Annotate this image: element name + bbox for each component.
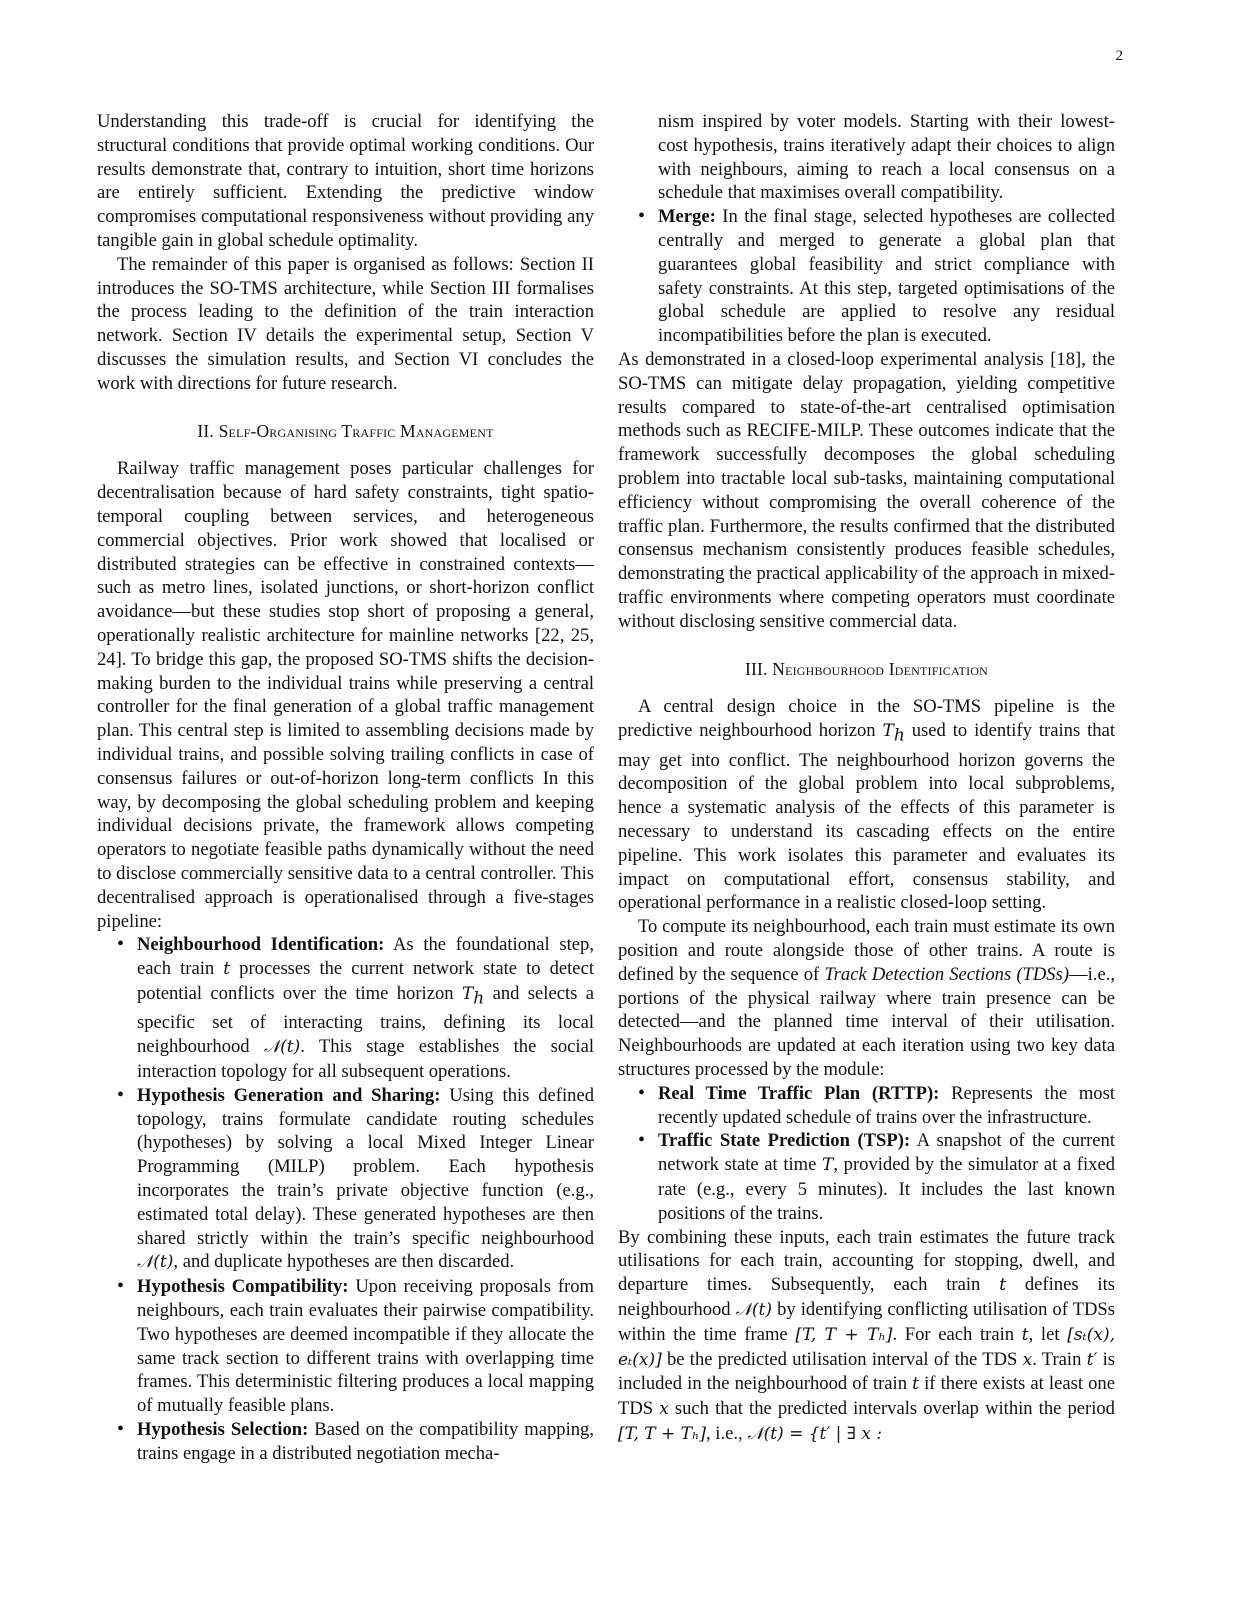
paragraph-design-choice: A central design choice in the SO-TMS pipeline is the predictive neighbourhood horizon $T_h$ used to identify trains that may get into conflict. The neighbourhood horizon governs the decomposition of the global problem into local subproblems, hence a systematic analysis of the effects of this parameter is necessary to understand its cascading effects on the entire pipeline. This work isolates this parameter and evaluates its impact on computational effort, consensus stability, and operational performance in a realistic closed-loop setting. [618, 696, 1115, 914]
left-column [97, 110, 594, 1466]
list-item-hypothesis-selection-continued: nism inspired by voter models. Starting with their lowest-cost hypothesis, trains iteratively adapt their choices to align with neighbours, aiming to reach a local consensus on a schedule that maximises overall compatibility. [658, 111, 1115, 204]
page-number: 2 [1115, 48, 1123, 64]
paragraph-organisation: The remainder of this paper is organised as follows: Section II introduces the SO-TMS architecture, while Section III formalises the process leading to the definition of the train interaction network. Section IV details the experimental setup, Section V discusses the simulation results, and Section VI concludes the work with directions for future research. [97, 253, 594, 394]
pipeline-stage-list-continued [618, 110, 1115, 348]
list-item-rttp: • Real Time Traffic Plan (RTTP): Represents the most recently updated schedule of trains over the infrastructure. [658, 1082, 1115, 1130]
list-item-neighbourhood-identification: • Neighbourhood Identification: As the foundational step, each train t processes the current network state to detect potential conflicts over the time horizon $T_h$ and selects a specific set of interacting trains, defining its local neighbourhood 𝒩(t). This stage establishes the social interaction topology for all subsequent operations. [137, 933, 594, 1084]
section-3-title: III. Neighbourhood Identification [745, 658, 988, 679]
right-column [618, 110, 1115, 1447]
data-structure-list [618, 1082, 1115, 1226]
paragraph-compute-neighbourhood: To compute its neighbourhood, each train must estimate its own position and route alongside those of other trains. A route is defined by the sequence of Track Detection Sections (TDSs)—i.e., portions of the physical railway where train presence can be detected—and the planned time interval of their utilisation. Neighbourhoods are updated at each iteration using two key data structures processed by the module: [618, 916, 1116, 1080]
list-item-hypothesis-selection: • Hypothesis Selection: Based on the compatibility mapping, trains engage in a distributed negotiation mecha- [137, 1418, 594, 1466]
pipeline-stage-list [97, 933, 594, 1465]
list-item-merge: • Merge: In the final stage, selected hypotheses are collected centrally and merged to generate a global plan that guarantees global feasibility and strict compliance with safety constraints. At this step, targeted optimisations of the global schedule are applied to resolve any residual incompatibilities before the plan is executed. [658, 205, 1115, 348]
list-item-tsp: • Traffic State Prediction (TSP): A snapshot of the current network state at time T, provided by the simulator at a fixed rate (e.g., every 5 minutes). It includes the last known positions of the trains. [658, 1129, 1115, 1225]
section-2-title: II. Self-Organising Traffic Management [197, 420, 494, 441]
list-item-hypothesis-generation: • Hypothesis Generation and Sharing: Using this defined topology, trains formulate candidate routing schedules (hypotheses) by solving a local Mixed Integer Linear Programming (MILP) problem. Each hypothesis incorporates the train’s private objective function (e.g., estimated total delay). These generated hypotheses are then shared strictly within the train’s specific neighbourhood 𝒩(t), and duplicate hypotheses are then discarded. [137, 1084, 594, 1275]
paragraph-combining-inputs: By combining these inputs, each train estimates the future track utilisations for each train, accounting for stopping, dwell, and departure times. Subsequently, each train t defines its neighbourhood 𝒩(t) by identifying conflicting utilisation of TDSs within the time frame [T, T + Tₕ]. For each train t, let [sₜ(x), eₜ(x)] be the predicted utilisation interval of the TDS x. Train t′ is included in the neighbourhood of train t if there exists at least one TDS x such that the predicted intervals overlap within the period [T, T + Tₕ], i.e., 𝒩(t) = {t′ | ∃ x : [618, 1226, 1116, 1444]
paragraph-closed-loop-results: As demonstrated in a closed-loop experimental analysis [18], the SO-TMS can mitigate delay propagation, yielding competitive results compared to state-of-the-art centralised optimisation methods such as RECIFE-MILP. These outcomes indicate that the framework successfully decomposes the global scheduling problem into tractable local sub-tasks, maintaining computational efficiency without compromising the overall coherence of the traffic plan. Furthermore, the results confirmed that the distributed consensus mechanism consistently produces feasible schedules, demonstrating the practical applicability of the approach in mixed-traffic environments where competing operators must coordinate without disclosing sensitive commercial data. [618, 348, 1115, 632]
list-item-hypothesis-compatibility: • Hypothesis Compatibility: Upon receiving proposals from neighbours, each train evaluates their pairwise compatibility. Two hypotheses are deemed incompatible if they allocate the same track section to different trains with overlapping time frames. This deterministic filtering produces a local mapping of mutually feasible plans. [137, 1275, 594, 1418]
paragraph-tradeoff: Understanding this trade-off is crucial for identifying the structural conditions that provide optimal working conditions. Our results demonstrate that, contrary to intuition, short time horizons are entirely sufficient. Extending the predictive window compromises computational responsiveness without providing any tangible gain in global schedule optimality. [97, 111, 594, 251]
paragraph-railway-challenges: Railway traffic management poses particular challenges for decentralisation because of hard safety constraints, tight spatio-temporal coupling between services, and heterogeneous commercial objectives. Prior work showed that localised or distributed strategies can be effective in constrained contexts—such as metro lines, isolated junctions, or short-horizon conflict avoidance—but these studies stop short of proposing a general, operationally realistic architecture for mainline networks [22, 25, 24]. To bridge this gap, the proposed SO-TMS shifts the decision-making burden to the individual trains while preserving a central controller for the final generation of a global traffic management plan. This central step is limited to assembling decisions made by individual trains, and possible solving trailing conflicts in case of consensus failures or out-of-horizon long-term conflicts In this way, by decomposing the global scheduling problem and keeping individual decisions private, the framework allows competing operators to negotiate feasible paths dynamically without the need to disclose commercially sensitive data to a central controller. This decentralised approach is operationalised through a five-stages pipeline: [97, 458, 594, 932]
